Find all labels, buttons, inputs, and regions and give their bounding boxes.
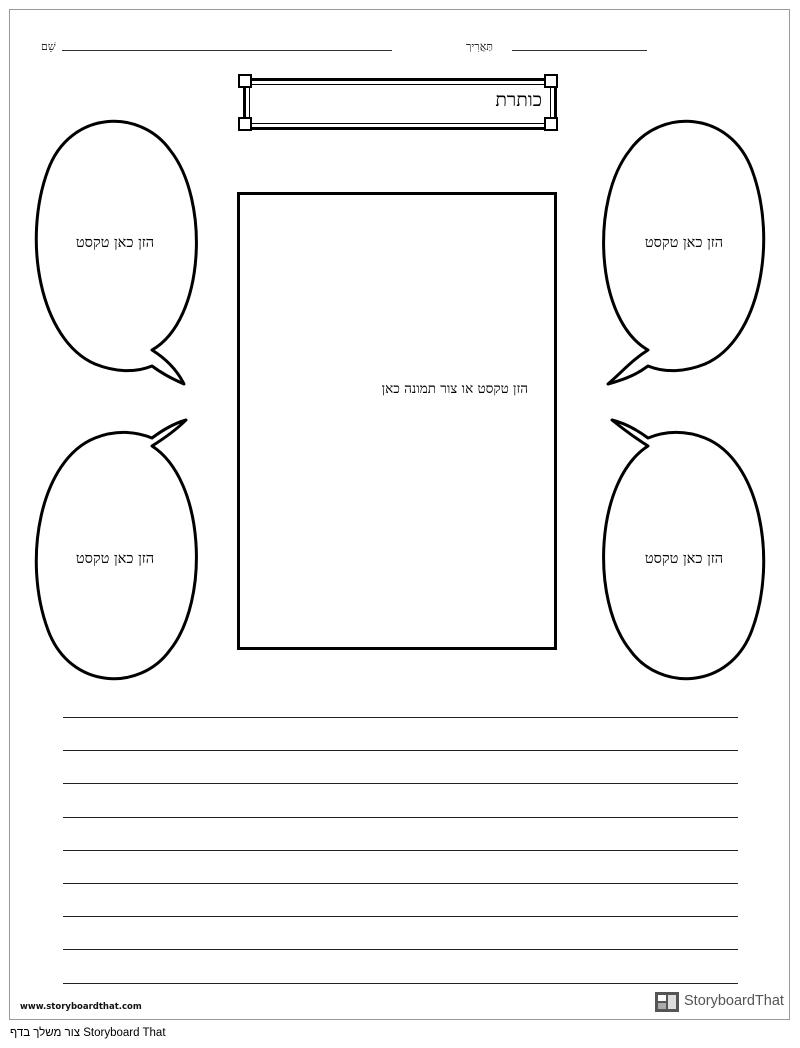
storyboard-logo-icon <box>655 992 679 1012</box>
footer-url[interactable]: www.storyboardthat.com <box>20 1002 142 1012</box>
center-image-box[interactable] <box>237 192 557 650</box>
speech-bubble-bottom-right[interactable] <box>604 420 764 679</box>
name-label: שֵׁם <box>41 40 56 53</box>
speech-bubble-top-left[interactable] <box>36 121 196 384</box>
logo-text: StoryboardThat <box>684 993 784 1009</box>
writing-line[interactable] <box>63 883 738 884</box>
bubble-text-bottom-left[interactable]: הזן כאן טקסט <box>75 551 155 567</box>
title-text[interactable]: כותרת <box>495 89 542 111</box>
date-label: תַּאֲרִיך <box>466 40 494 53</box>
speech-bubble-bottom-left[interactable] <box>36 420 196 679</box>
writing-line[interactable] <box>63 850 738 851</box>
bubble-text-top-right[interactable]: הזן כאן טקסט <box>644 235 724 251</box>
writing-line[interactable] <box>63 717 738 718</box>
writing-line[interactable] <box>63 783 738 784</box>
writing-line[interactable] <box>63 949 738 950</box>
center-placeholder-text[interactable]: הזן טקסט או צור תמונה כאן <box>381 381 528 397</box>
writing-line[interactable] <box>63 983 738 984</box>
speech-bubble-top-right[interactable] <box>604 121 764 384</box>
bubble-text-bottom-right[interactable]: הזן כאן טקסט <box>644 551 724 567</box>
writing-line[interactable] <box>63 750 738 751</box>
writing-line[interactable] <box>63 916 738 917</box>
writing-line[interactable] <box>63 817 738 818</box>
bubble-text-top-left[interactable]: הזן כאן טקסט <box>75 235 155 251</box>
credit-text[interactable]: צור משלך בדף Storyboard That <box>10 1027 166 1039</box>
